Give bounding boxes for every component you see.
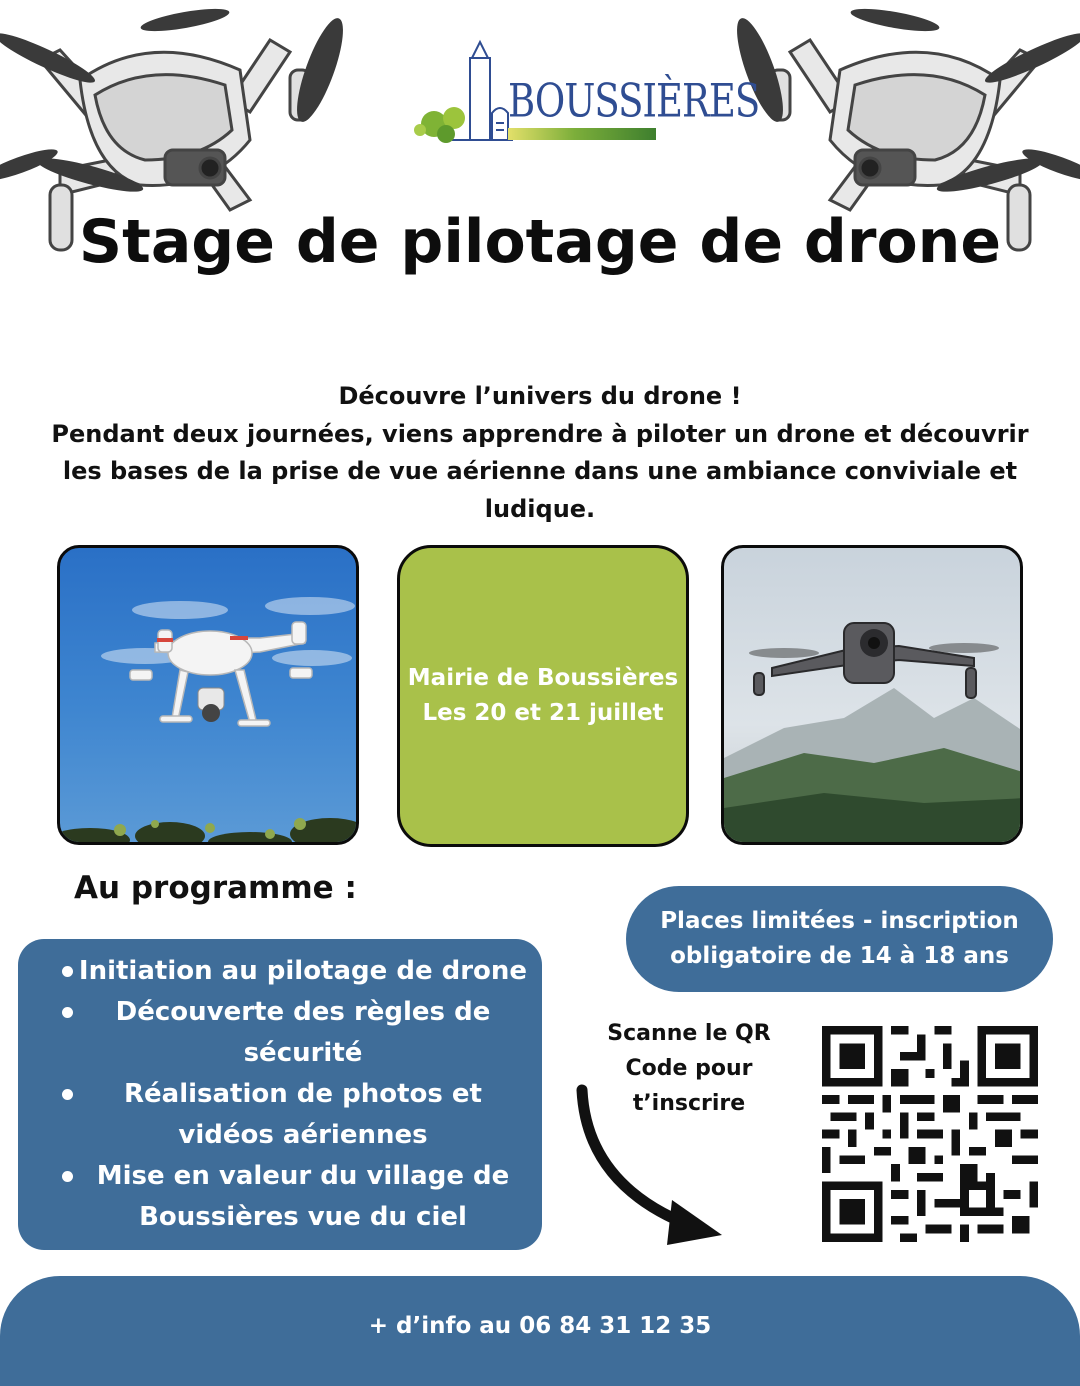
qr-code-icon[interactable] <box>822 1026 1038 1242</box>
town-logo-icon <box>408 28 518 148</box>
intro <box>30 378 1050 528</box>
town-logo <box>408 28 760 148</box>
footer-contact: + d’info au 06 84 31 12 35 <box>368 1313 712 1339</box>
drone-sky-photo <box>57 545 359 845</box>
page-title: Stage de pilotage de drone <box>78 207 1002 277</box>
intro-body: Pendant deux journées, viens apprendre à piloter un drone et découvrir les bases de la prise de vue aérienne dans une ambiance conviviale et ludique. <box>51 419 1029 523</box>
program-box <box>18 939 542 1250</box>
program-list <box>18 951 542 1238</box>
list-item: Initiation au pilotage de drone <box>18 951 542 992</box>
places-limited-badge: Places limitées - inscription obligatoire de 14 à 18 ans <box>626 886 1053 992</box>
list-item: Mise en valeur du village de Boussières vue du ciel <box>18 1156 542 1238</box>
list-item: Réalisation de photos et vidéos aériennes <box>18 1074 542 1156</box>
program-heading: Au programme : <box>74 870 357 906</box>
curved-arrow-icon <box>572 1080 742 1250</box>
logo-text: BOUSSIÈRES <box>508 74 760 128</box>
event-place: Mairie de Boussières <box>407 665 679 691</box>
drone-mountain-photo <box>721 545 1023 845</box>
event-dates: Les 20 et 21 juillet <box>422 700 664 726</box>
logo-band <box>508 128 656 140</box>
list-item: Découverte des règles de sécurité <box>18 992 542 1074</box>
scan-instruction: Scanne le QR Code pour t’inscrire <box>607 1021 771 1116</box>
intro-headline: Découvre l’univers du drone ! <box>338 382 742 410</box>
event-card <box>397 545 689 847</box>
